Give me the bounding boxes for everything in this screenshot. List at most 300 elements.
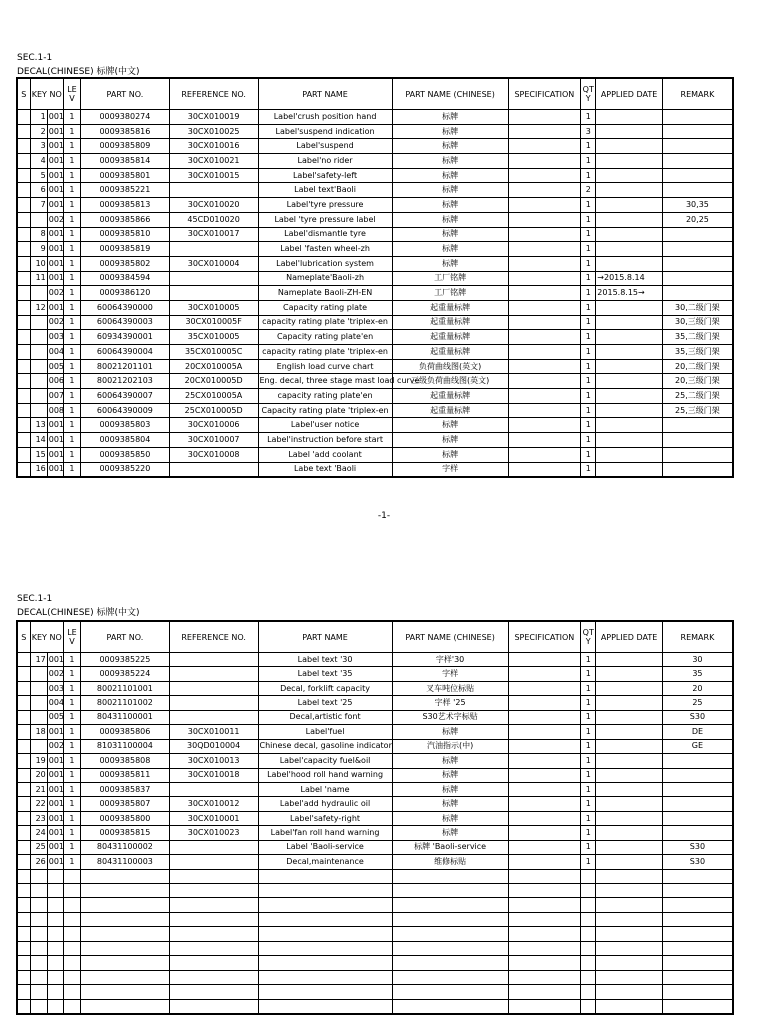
cell-s [17, 999, 30, 1014]
cell-specification [508, 941, 581, 955]
cell-key-sub: 001 [47, 110, 63, 125]
cell-specification [508, 154, 581, 169]
cell-lev: 1 [63, 168, 80, 183]
cell-qty: 1 [581, 725, 596, 739]
table-row [17, 315, 733, 330]
cell-qty: 1 [581, 110, 596, 125]
cell-key-sub: 001 [47, 168, 63, 183]
cell-key [30, 710, 47, 724]
cell-part-no: 80021201101 [81, 359, 170, 374]
col-header-applied-date: APPLIED DATE [596, 78, 663, 110]
cell-key: 26 [30, 855, 47, 869]
cell-key-sub: 001 [47, 154, 63, 169]
cell-remark: 30,三级门架 [662, 315, 733, 330]
cell-specification [508, 797, 581, 811]
cell-key [30, 212, 47, 227]
col-header-part-name-chinese: PART NAME (CHINESE) [392, 621, 508, 653]
cell-specification [508, 782, 581, 796]
cell-key: 13 [30, 418, 47, 433]
cell-remark [662, 884, 733, 898]
cell-key-sub: 003 [47, 330, 63, 345]
table-row [17, 725, 733, 739]
cell-key: 8 [30, 227, 47, 242]
cell-key-sub: 001 [47, 242, 63, 257]
cell-key [30, 681, 47, 695]
cell-key-sub: 002 [47, 667, 63, 681]
cell-reference-no [169, 271, 258, 286]
cell-specification [508, 139, 581, 154]
cell-part-name: Eng. decal, three stage mast load curve [258, 374, 392, 389]
cell-part-name: Label'instruction before start [258, 433, 392, 448]
table-row [17, 168, 733, 183]
cell-remark: 35 [662, 667, 733, 681]
cell-part-name-chinese: 标牌 [392, 447, 508, 462]
cell-part-name: Label'fuel [258, 725, 392, 739]
cell-part-name-chinese [392, 898, 508, 912]
cell-remark [662, 797, 733, 811]
cell-s [17, 271, 30, 286]
cell-key-sub [47, 941, 63, 955]
cell-part-no [81, 898, 170, 912]
cell-lev [63, 985, 80, 999]
cell-remark [662, 154, 733, 169]
cell-part-name: Label text '25 [258, 696, 392, 710]
cell-specification [508, 725, 581, 739]
cell-applied-date [596, 927, 663, 941]
cell-key [30, 956, 47, 970]
cell-key: 3 [30, 139, 47, 154]
cell-reference-no [169, 667, 258, 681]
cell-part-no: 0009385866 [81, 212, 170, 227]
cell-key [30, 898, 47, 912]
cell-reference-no: 30CX010018 [169, 768, 258, 782]
empty-table-row [17, 941, 733, 955]
cell-part-name [258, 941, 392, 955]
cell-qty: 1 [581, 696, 596, 710]
cell-part-name-chinese: 起重量标牌 [392, 345, 508, 360]
cell-s [17, 927, 30, 941]
cell-lev: 1 [63, 418, 80, 433]
cell-part-name [258, 869, 392, 883]
col-header-specification: SPECIFICATION [508, 78, 581, 110]
cell-lev: 1 [63, 242, 80, 257]
cell-key: 19 [30, 754, 47, 768]
col-header-reference-no: REFERENCE NO. [169, 621, 258, 653]
cell-key-sub: 001 [47, 447, 63, 462]
cell-applied-date [596, 884, 663, 898]
cell-applied-date [596, 345, 663, 360]
cell-key: 7 [30, 198, 47, 213]
cell-specification [508, 300, 581, 315]
cell-lev: 1 [63, 696, 80, 710]
cell-lev: 1 [63, 300, 80, 315]
cell-remark [662, 242, 733, 257]
cell-remark: S30 [662, 840, 733, 854]
cell-reference-no [169, 999, 258, 1014]
table-row [17, 681, 733, 695]
cell-key-sub: 001 [47, 139, 63, 154]
col-header-qty: QT Y [581, 621, 596, 653]
table-row [17, 768, 733, 782]
cell-part-name: Label 'tyre pressure label [258, 212, 392, 227]
cell-key-sub: 001 [47, 768, 63, 782]
cell-applied-date [596, 418, 663, 433]
cell-qty: 1 [581, 418, 596, 433]
cell-specification [508, 256, 581, 271]
cell-key: 21 [30, 782, 47, 796]
cell-key [30, 359, 47, 374]
cell-s [17, 154, 30, 169]
table-row [17, 271, 733, 286]
cell-reference-no: 20CX010005A [169, 359, 258, 374]
cell-part-no: 0009385813 [81, 198, 170, 213]
col-header-qty: QT Y [581, 78, 596, 110]
cell-remark: 30 [662, 653, 733, 667]
cell-part-name-chinese: 三级负荷曲线图(英文) [392, 374, 508, 389]
col-header-s: S [17, 78, 30, 110]
table-row [17, 418, 733, 433]
cell-part-no: 0009385815 [81, 826, 170, 840]
cell-part-name-chinese: 起重量标牌 [392, 300, 508, 315]
cell-s [17, 462, 30, 477]
cell-s [17, 447, 30, 462]
cell-specification [508, 710, 581, 724]
cell-remark: 20,25 [662, 212, 733, 227]
cell-part-no [81, 884, 170, 898]
cell-lev: 1 [63, 739, 80, 753]
col-header-lev: LE V [63, 78, 80, 110]
cell-key: 10 [30, 256, 47, 271]
cell-part-no: 0009385837 [81, 782, 170, 796]
empty-table-row [17, 999, 733, 1014]
cell-specification [508, 927, 581, 941]
cell-reference-no [169, 869, 258, 883]
cell-key [30, 912, 47, 926]
cell-remark [662, 869, 733, 883]
cell-part-name: Capacity rating plate [258, 300, 392, 315]
cell-qty [581, 970, 596, 984]
cell-lev: 1 [63, 403, 80, 418]
cell-qty [581, 956, 596, 970]
cell-part-name-chinese: 叉车吨位标贴 [392, 681, 508, 695]
cell-specification [508, 433, 581, 448]
cell-key [30, 330, 47, 345]
cell-specification [508, 447, 581, 462]
cell-key-sub: 001 [47, 797, 63, 811]
cell-part-no: 0009385814 [81, 154, 170, 169]
cell-remark [662, 927, 733, 941]
cell-specification [508, 418, 581, 433]
cell-reference-no: 30CX010021 [169, 154, 258, 169]
cell-qty: 1 [581, 286, 596, 301]
cell-lev: 1 [63, 462, 80, 477]
table-row [17, 433, 733, 448]
cell-lev [63, 970, 80, 984]
cell-remark: 25,三级门架 [662, 403, 733, 418]
cell-specification [508, 970, 581, 984]
cell-s [17, 330, 30, 345]
cell-part-name [258, 898, 392, 912]
cell-part-no: 80021101002 [81, 696, 170, 710]
cell-s [17, 183, 30, 198]
cell-applied-date [596, 956, 663, 970]
cell-part-name: Decal,artistic font [258, 710, 392, 724]
cell-key-sub: 001 [47, 653, 63, 667]
cell-part-name-chinese [392, 956, 508, 970]
table-row [17, 811, 733, 825]
cell-key: 14 [30, 433, 47, 448]
cell-lev: 1 [63, 139, 80, 154]
cell-part-name-chinese: 标牌 [392, 124, 508, 139]
cell-remark [662, 433, 733, 448]
cell-s [17, 754, 30, 768]
cell-remark [662, 956, 733, 970]
cell-qty: 1 [581, 154, 596, 169]
cell-key-sub: 001 [47, 811, 63, 825]
cell-part-name-chinese: 标牌 [392, 826, 508, 840]
cell-qty: 1 [581, 315, 596, 330]
cell-lev [63, 956, 80, 970]
cell-specification [508, 462, 581, 477]
cell-part-no: 0009385811 [81, 768, 170, 782]
cell-part-no: 0009385810 [81, 227, 170, 242]
empty-table-row [17, 927, 733, 941]
cell-s [17, 374, 30, 389]
cell-part-no [81, 927, 170, 941]
table-row [17, 139, 733, 154]
cell-qty: 1 [581, 462, 596, 477]
cell-lev: 1 [63, 110, 80, 125]
cell-part-name: English load curve chart [258, 359, 392, 374]
cell-specification [508, 403, 581, 418]
cell-key: 2 [30, 124, 47, 139]
cell-specification [508, 345, 581, 360]
cell-part-name-chinese: 起重量标牌 [392, 403, 508, 418]
cell-remark: 35,三级门架 [662, 345, 733, 360]
cell-key [30, 970, 47, 984]
parts-table [16, 77, 734, 478]
cell-applied-date [596, 725, 663, 739]
cell-qty: 1 [581, 359, 596, 374]
col-header-key-no: KEY NO [30, 621, 63, 653]
cell-applied-date [596, 433, 663, 448]
cell-part-name-chinese [392, 985, 508, 999]
cell-applied-date [596, 768, 663, 782]
cell-part-no: 81031100004 [81, 739, 170, 753]
cell-remark [662, 271, 733, 286]
cell-s [17, 653, 30, 667]
cell-applied-date [596, 242, 663, 257]
cell-s [17, 389, 30, 404]
cell-part-no: 0009386120 [81, 286, 170, 301]
cell-part-name: capacity rating plate 'triplex-en [258, 345, 392, 360]
cell-part-name-chinese: 起重量标牌 [392, 330, 508, 345]
cell-qty [581, 941, 596, 955]
cell-s [17, 300, 30, 315]
cell-key: 9 [30, 242, 47, 257]
cell-applied-date [596, 124, 663, 139]
table-body [17, 110, 733, 478]
col-header-remark: REMARK [662, 621, 733, 653]
cell-reference-no [169, 956, 258, 970]
cell-key-sub: 002 [47, 286, 63, 301]
cell-part-no: 80431100003 [81, 855, 170, 869]
cell-applied-date: 2015.8.15→ [596, 286, 663, 301]
cell-applied-date [596, 227, 663, 242]
cell-specification [508, 242, 581, 257]
cell-applied-date [596, 212, 663, 227]
cell-qty: 3 [581, 124, 596, 139]
table-row [17, 739, 733, 753]
cell-key [30, 869, 47, 883]
cell-key-sub: 001 [47, 183, 63, 198]
cell-part-name [258, 912, 392, 926]
cell-key [30, 667, 47, 681]
cell-key-sub: 001 [47, 725, 63, 739]
cell-qty [581, 912, 596, 926]
cell-s [17, 840, 30, 854]
cell-applied-date [596, 739, 663, 753]
cell-applied-date [596, 782, 663, 796]
cell-remark: S30 [662, 710, 733, 724]
cell-remark [662, 754, 733, 768]
cell-remark [662, 447, 733, 462]
cell-qty: 1 [581, 242, 596, 257]
page-number: -1- [377, 511, 391, 521]
cell-key [30, 884, 47, 898]
cell-key-sub [47, 884, 63, 898]
cell-reference-no [169, 462, 258, 477]
cell-lev: 1 [63, 345, 80, 360]
cell-key [30, 985, 47, 999]
cell-key-sub: 004 [47, 345, 63, 360]
cell-applied-date [596, 389, 663, 404]
cell-applied-date [596, 667, 663, 681]
cell-specification [508, 286, 581, 301]
cell-specification [508, 739, 581, 753]
table-row [17, 782, 733, 796]
cell-qty [581, 869, 596, 883]
cell-lev: 1 [63, 271, 80, 286]
cell-part-name-chinese [392, 927, 508, 941]
cell-part-name: capacity rating plate 'triplex-en [258, 315, 392, 330]
table-row [17, 330, 733, 345]
cell-part-no: 0009385801 [81, 168, 170, 183]
cell-s [17, 315, 30, 330]
cell-part-name-chinese [392, 970, 508, 984]
cell-part-name [258, 927, 392, 941]
cell-key-sub [47, 912, 63, 926]
table-row [17, 242, 733, 257]
cell-key-sub: 001 [47, 462, 63, 477]
cell-specification [508, 212, 581, 227]
cell-part-no: 80021202103 [81, 374, 170, 389]
cell-lev: 1 [63, 768, 80, 782]
cell-reference-no: 25CX010005D [169, 403, 258, 418]
cell-key-sub: 001 [47, 300, 63, 315]
cell-s [17, 359, 30, 374]
cell-part-name: Label 'Baoli-service [258, 840, 392, 854]
cell-reference-no [169, 681, 258, 695]
cell-key: 5 [30, 168, 47, 183]
cell-s [17, 168, 30, 183]
cell-reference-no [169, 985, 258, 999]
cell-reference-no: 30CX010025 [169, 124, 258, 139]
cell-part-name: Label 'add coolant [258, 447, 392, 462]
table-row [17, 154, 733, 169]
cell-key: 25 [30, 840, 47, 854]
cell-reference-no: 30CX010020 [169, 198, 258, 213]
cell-reference-no: 30CX010005F [169, 315, 258, 330]
cell-key: 22 [30, 797, 47, 811]
cell-key [30, 345, 47, 360]
cell-key: 1 [30, 110, 47, 125]
section-subtitle: DECAL(CHINESE) 标牌(中文) [17, 67, 140, 77]
empty-table-row [17, 912, 733, 926]
empty-table-row [17, 898, 733, 912]
cell-lev [63, 941, 80, 955]
cell-s [17, 710, 30, 724]
cell-reference-no: 30CX010001 [169, 811, 258, 825]
col-header-specification: SPECIFICATION [508, 621, 581, 653]
cell-part-name [258, 956, 392, 970]
cell-remark: DE [662, 725, 733, 739]
cell-lev: 1 [63, 782, 80, 796]
col-header-lev: LE V [63, 621, 80, 653]
cell-specification [508, 869, 581, 883]
cell-qty: 1 [581, 840, 596, 854]
cell-applied-date [596, 300, 663, 315]
cell-reference-no: 30CX010012 [169, 797, 258, 811]
cell-key [30, 999, 47, 1014]
col-header-part-name-chinese: PART NAME (CHINESE) [392, 78, 508, 110]
cell-applied-date [596, 898, 663, 912]
col-header-part-no: PART NO. [81, 78, 170, 110]
cell-part-name: Label'user notice [258, 418, 392, 433]
cell-lev: 1 [63, 359, 80, 374]
cell-key-sub [47, 927, 63, 941]
cell-qty: 1 [581, 256, 596, 271]
cell-part-name: Decal, forklift capacity [258, 681, 392, 695]
cell-part-name: Label text '35 [258, 667, 392, 681]
cell-part-name-chinese: 标牌 [392, 154, 508, 169]
table-row [17, 198, 733, 213]
cell-part-name: Label'no rider [258, 154, 392, 169]
table-row [17, 212, 733, 227]
cell-s [17, 898, 30, 912]
cell-lev [63, 912, 80, 926]
cell-qty: 1 [581, 447, 596, 462]
cell-applied-date [596, 855, 663, 869]
table-row [17, 667, 733, 681]
table-row [17, 389, 733, 404]
cell-remark [662, 970, 733, 984]
cell-s [17, 212, 30, 227]
cell-reference-no: 35CX010005C [169, 345, 258, 360]
col-header-part-no: PART NO. [81, 621, 170, 653]
table-row [17, 256, 733, 271]
cell-part-name-chinese: 标牌 [392, 256, 508, 271]
cell-reference-no [169, 912, 258, 926]
cell-remark: 30,二级门架 [662, 300, 733, 315]
cell-reference-no [169, 884, 258, 898]
cell-part-name-chinese [392, 999, 508, 1014]
table-row [17, 840, 733, 854]
cell-part-name-chinese: 标牌 [392, 811, 508, 825]
empty-table-row [17, 884, 733, 898]
cell-remark: GE [662, 739, 733, 753]
cell-part-no [81, 985, 170, 999]
